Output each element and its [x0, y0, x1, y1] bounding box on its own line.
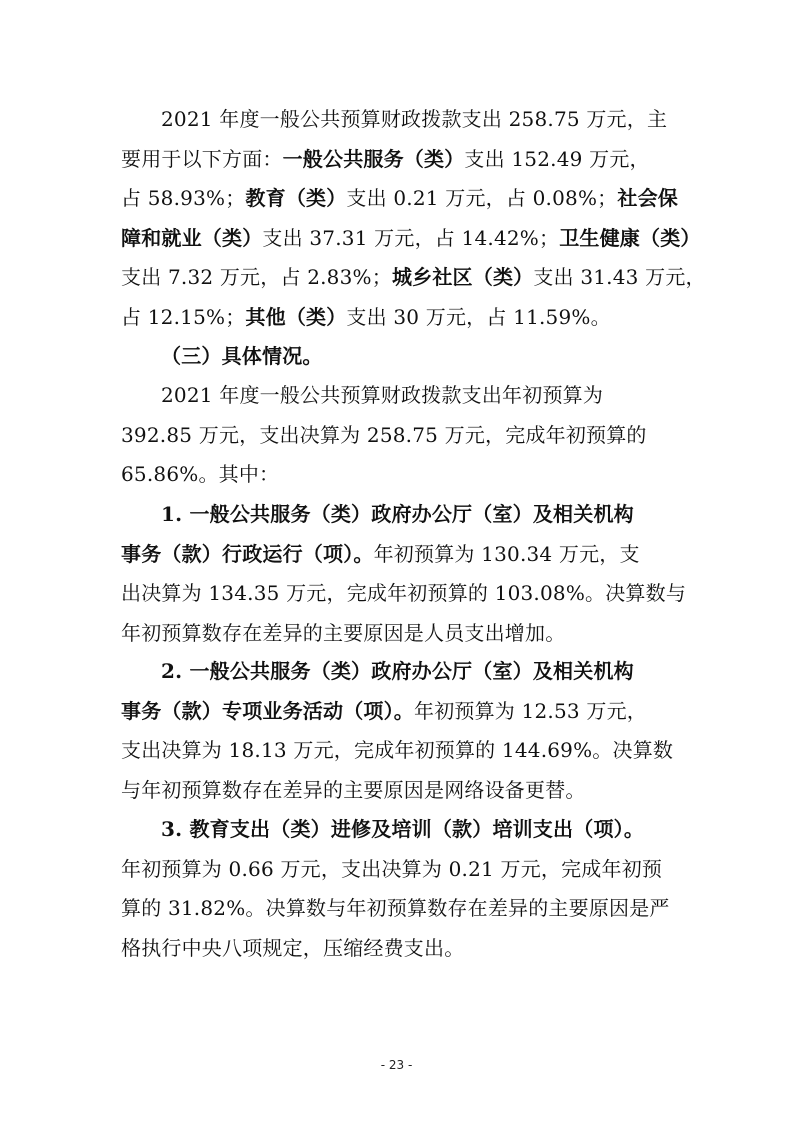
text-line: [121, 337, 673, 377]
text-run: 年初预算为 130.34 万元，支: [373, 541, 640, 566]
text-line: [121, 179, 678, 219]
text-line: [121, 258, 706, 298]
bold-text: 障和就业（类）: [121, 225, 263, 250]
bold-text: 教育（类）: [245, 186, 347, 210]
section-heading-specific-situation: [121, 337, 673, 377]
text-run: 要用于以下方面：: [121, 146, 283, 171]
item-1-administrative-operation: [121, 495, 687, 653]
text-line: [121, 219, 701, 259]
text-line: [121, 100, 673, 140]
bold-text: （三）具体情况。: [161, 344, 323, 368]
text-line: [121, 810, 673, 850]
bold-text: 事务（款）专项业务活动（项）。: [121, 698, 414, 723]
bold-text: 2. 一般公共服务（类）政府办公厅（室）及相关机构: [161, 659, 634, 683]
bold-text: 1. 一般公共服务（类）政府办公厅（室）及相关机构: [161, 502, 634, 526]
text-run: 支出 37.31 万元，占 14.42%；: [262, 225, 560, 250]
bold-text: 一般公共服务（类）: [282, 146, 465, 171]
page-number: - 23 -: [380, 1058, 413, 1072]
text-run: 占 12.15%；: [121, 304, 246, 329]
bold-text: 社会保: [617, 186, 678, 210]
bold-text: 事务（款）行政运行（项）。: [121, 541, 374, 566]
text-line: [121, 298, 673, 338]
text-line: [121, 455, 673, 495]
paragraph-expenditure-overview: [121, 100, 706, 337]
text-run: 年初预算为 12.53 万元，: [414, 698, 647, 723]
text-run: 年初预算为 0.66 万元，支出决算为 0.21 万元，完成年初预: [121, 856, 663, 881]
text-run: 年初预算数存在差异的主要原因是人员支出增加。: [121, 620, 566, 645]
text-line: [121, 535, 673, 575]
text-run: 出决算为 134.35 万元，完成年初预算的 103.08%。决算数与: [121, 581, 687, 605]
bold-text: 其他（类）: [245, 304, 347, 329]
text-line: [121, 614, 673, 654]
text-run: 格执行中央八项规定，压缩经费支出。: [121, 935, 465, 960]
text-run: 支出 0.21 万元，占 0.08%；: [346, 186, 618, 210]
text-line: [121, 416, 673, 456]
text-run: 2021 年度一般公共预算财政拨款支出 258.75 万元，主: [161, 107, 668, 131]
item-3-training-expenditure: [121, 810, 673, 968]
bold-text: 3. 教育支出（类）进修及培训（款）培训支出（项）。: [161, 817, 645, 841]
text-run: 算的 31.82%。决算数与年初预算数存在差异的主要原因是严: [121, 896, 670, 920]
text-line: [121, 376, 673, 416]
text-line: [121, 140, 673, 180]
text-line: [121, 731, 673, 771]
text-line: [121, 771, 673, 811]
text-line: [121, 692, 673, 732]
text-line: [121, 929, 673, 969]
text-run: 65.86%。其中：: [121, 462, 280, 486]
text-run: 392.85 万元，支出决算为 258.75 万元，完成年初预算的: [121, 422, 647, 447]
text-run: 支出 7.32 万元，占 2.83%；: [121, 265, 392, 289]
paragraph-budget-summary: [121, 376, 673, 495]
text-run: 支出 30 万元，占 11.59%。: [346, 304, 611, 329]
text-line: [121, 889, 673, 929]
text-run: 占 58.93%；: [121, 186, 246, 210]
bold-text: 城乡社区（类）: [391, 265, 534, 289]
text-line: [121, 574, 687, 614]
text-run: 支出 31.43 万元，: [533, 265, 706, 289]
text-run: 支出 152.49 万元，: [464, 146, 650, 171]
text-run: 支出决算为 18.13 万元，完成年初预算的 144.69%。决算数: [121, 738, 674, 762]
text-line: [121, 652, 673, 692]
bold-text: 卫生健康（类）: [559, 225, 701, 250]
text-line: [121, 850, 673, 890]
text-run: 与年初预算数存在差异的主要原因是网络设备更替。: [121, 777, 586, 802]
text-run: 2021 年度一般公共预算财政拨款支出年初预算为: [161, 383, 604, 407]
text-line: [121, 495, 673, 535]
item-2-special-business-activities: [121, 652, 673, 810]
